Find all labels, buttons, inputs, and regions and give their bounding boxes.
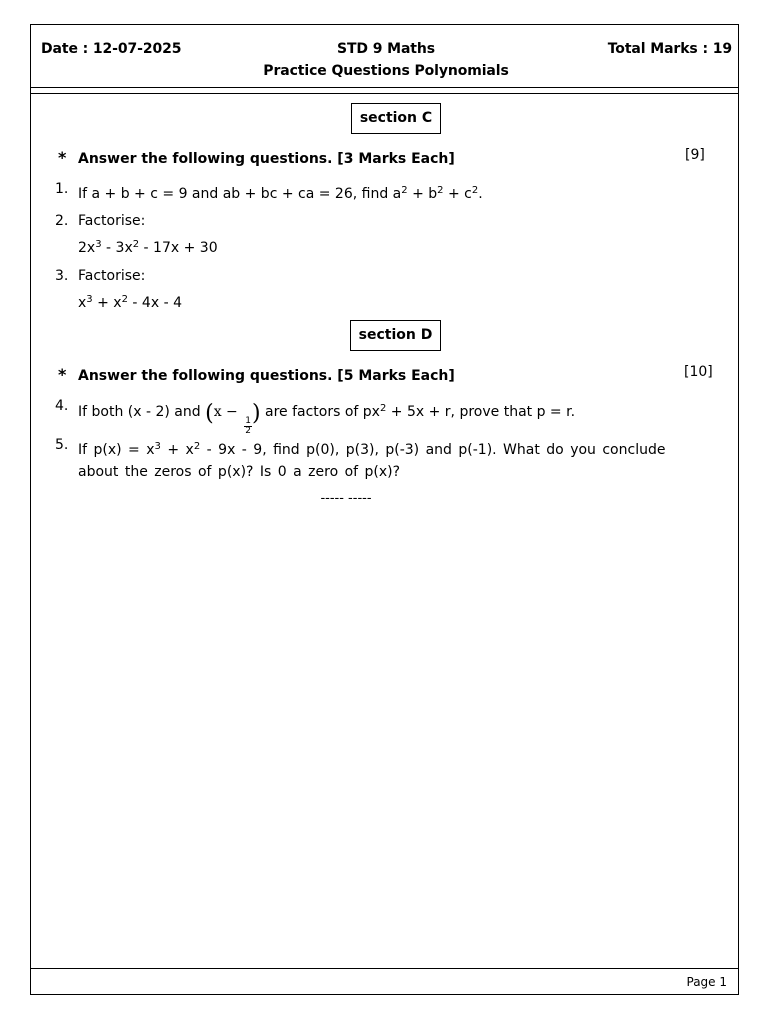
question-number: 5. [55, 437, 69, 453]
question-2-text: Factorise: [78, 213, 146, 229]
question-number: 4. [55, 398, 69, 414]
question-1-text: If a + b + c = 9 and ab + bc + ca = 26, find $a^2 + b^2 + c^2$. [78, 185, 483, 202]
question-4-text: If both (x - 2) and (x − $\frac{1}{2}$ ) are factors of $px^2 + 5x + r$, prove that p = r. [78, 401, 576, 436]
total-marks: Total Marks : 19 [607, 41, 732, 57]
exam-date: Date : 12-07-2025 [41, 41, 182, 57]
class-subject: STD 9 Maths [336, 41, 435, 57]
footer-divider [30, 968, 739, 969]
question-number: 2. [55, 213, 69, 229]
page-border [30, 24, 739, 995]
header-divider-top [30, 87, 739, 88]
section-d-marks: [10] [684, 364, 713, 380]
bullet-star-icon: * [58, 148, 67, 167]
instruction-text: Answer the following questions. [5 Marks Each] [78, 368, 455, 384]
header-divider-bottom [30, 93, 739, 94]
question-3-text: Factorise: [78, 268, 146, 284]
question-5-line-2: about the zeros of p(x)? Is 0 a zero of p(x)? [78, 464, 401, 480]
fraction-one-half: $\frac{1}{2}$ [245, 416, 251, 436]
question-number: 3. [55, 268, 69, 284]
question-2-expression: $2x^3 - 3x^2 - 17x + 30$ [78, 239, 218, 256]
question-number: 1. [55, 181, 69, 197]
question-5-text: If $p(x) = x^3 + x^2 - 9x - 9$, find p(0), p(3), p(-3) and p(-1). What do you conclude about the zeros of p(x)? Is 0 a zero of p(x)? [78, 441, 666, 480]
section-d-heading: section D [350, 320, 441, 351]
section-c-marks: [9] [685, 147, 705, 163]
page-number: Page 1 [686, 975, 727, 989]
paper-title: Practice Questions Polynomials [263, 63, 509, 79]
question-3-expression: $x^3 + x^2 - 4x - 4$ [78, 294, 182, 311]
section-c-instruction [58, 148, 455, 167]
bullet-star-icon: * [58, 365, 67, 384]
instruction-text: Answer the following questions. [3 Marks Each] [78, 151, 455, 167]
end-marker: ----- ----- [320, 491, 372, 506]
section-d-instruction [58, 365, 455, 384]
section-c-heading: section C [351, 103, 441, 134]
